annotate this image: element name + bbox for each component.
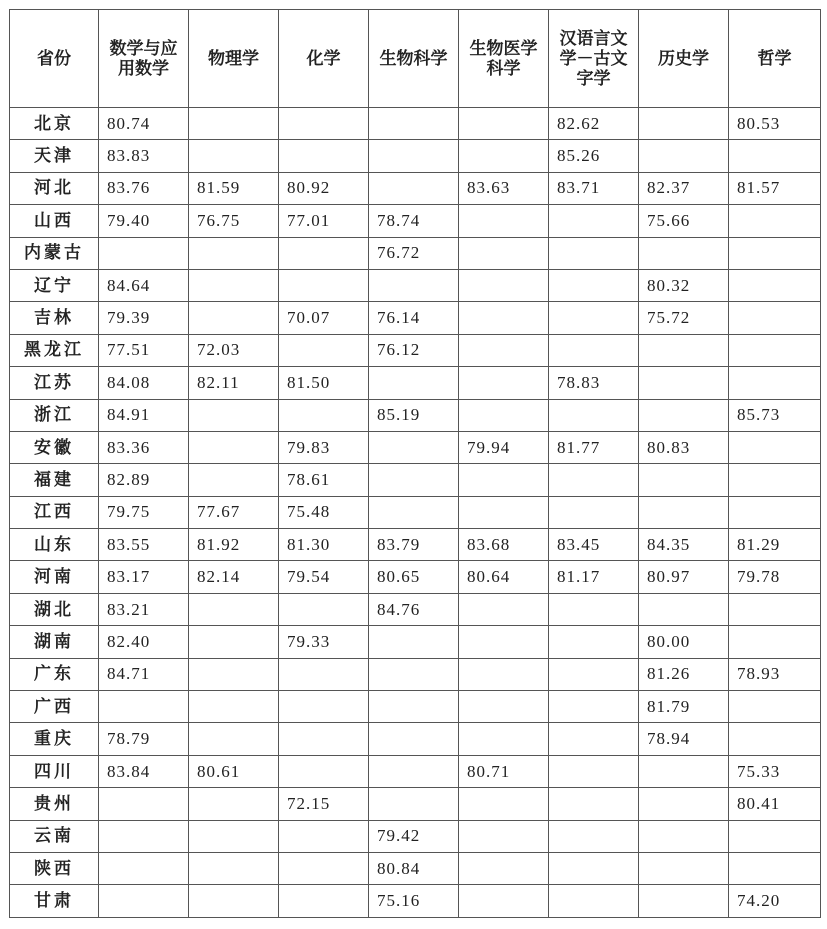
score-cell (729, 626, 821, 658)
score-cell (729, 431, 821, 463)
score-cell (729, 852, 821, 884)
score-cell (639, 367, 729, 399)
score-cell: 79.54 (279, 561, 369, 593)
score-cell: 82.11 (189, 367, 279, 399)
table-row (10, 140, 821, 172)
table-row (10, 334, 821, 366)
score-cell (99, 788, 189, 820)
score-cell: 81.50 (279, 367, 369, 399)
score-cell (549, 788, 639, 820)
score-cell: 80.41 (729, 788, 821, 820)
column-header-subject: 物理学 (189, 10, 279, 108)
score-cell (459, 205, 549, 237)
score-cell: 81.29 (729, 529, 821, 561)
score-cell (729, 237, 821, 269)
score-cell (189, 885, 279, 917)
score-cell (279, 755, 369, 787)
score-cell: 75.72 (639, 302, 729, 334)
header-row (10, 10, 821, 108)
score-cell (369, 269, 459, 301)
score-cell (549, 658, 639, 690)
province-cell: 浙江 (10, 399, 99, 431)
score-cell: 77.67 (189, 496, 279, 528)
score-cell: 80.71 (459, 755, 549, 787)
province-cell: 广东 (10, 658, 99, 690)
score-cell (189, 269, 279, 301)
column-header-subject: 历史学 (639, 10, 729, 108)
score-cell: 82.89 (99, 464, 189, 496)
province-cell: 山东 (10, 529, 99, 561)
score-cell: 81.59 (189, 172, 279, 204)
score-cell (189, 464, 279, 496)
score-cell: 72.15 (279, 788, 369, 820)
score-cell (369, 464, 459, 496)
score-cell (369, 367, 459, 399)
score-cell: 76.75 (189, 205, 279, 237)
table-row (10, 852, 821, 884)
score-cell: 83.79 (369, 529, 459, 561)
province-cell: 山西 (10, 205, 99, 237)
score-cell (459, 399, 549, 431)
table-row (10, 626, 821, 658)
score-cell: 75.66 (639, 205, 729, 237)
score-cell: 85.73 (729, 399, 821, 431)
table-row (10, 788, 821, 820)
score-cell: 83.83 (99, 140, 189, 172)
score-cell (279, 269, 369, 301)
score-cell (189, 140, 279, 172)
score-cell (639, 334, 729, 366)
score-cell: 83.84 (99, 755, 189, 787)
score-cell: 81.30 (279, 529, 369, 561)
score-cell: 72.03 (189, 334, 279, 366)
province-cell: 陕西 (10, 852, 99, 884)
score-cell: 84.91 (99, 399, 189, 431)
score-cell (639, 464, 729, 496)
score-cell (639, 140, 729, 172)
score-cell: 79.40 (99, 205, 189, 237)
column-header-subject: 生物科学 (369, 10, 459, 108)
score-cell (729, 334, 821, 366)
score-cell (639, 788, 729, 820)
score-cell: 80.83 (639, 431, 729, 463)
table-row (10, 529, 821, 561)
score-cell: 70.07 (279, 302, 369, 334)
score-cell (369, 626, 459, 658)
province-cell: 江苏 (10, 367, 99, 399)
score-cell (369, 108, 459, 140)
score-cell (459, 691, 549, 723)
score-cell (369, 172, 459, 204)
score-cell: 80.53 (729, 108, 821, 140)
score-cell (549, 723, 639, 755)
score-cell (729, 593, 821, 625)
score-cell: 80.32 (639, 269, 729, 301)
score-cell (99, 691, 189, 723)
score-cell (189, 399, 279, 431)
score-cell: 80.64 (459, 561, 549, 593)
table-row (10, 593, 821, 625)
score-cell: 80.97 (639, 561, 729, 593)
score-cell (459, 593, 549, 625)
score-cell (459, 334, 549, 366)
score-cell (459, 852, 549, 884)
score-cell: 78.83 (549, 367, 639, 399)
score-cell (279, 885, 369, 917)
score-cell (549, 755, 639, 787)
score-cell (189, 788, 279, 820)
table-row (10, 464, 821, 496)
table-row (10, 108, 821, 140)
province-cell: 云南 (10, 820, 99, 852)
table-row (10, 269, 821, 301)
province-cell: 辽宁 (10, 269, 99, 301)
score-cell (189, 852, 279, 884)
score-cell (369, 140, 459, 172)
score-cell (459, 108, 549, 140)
score-cell: 78.79 (99, 723, 189, 755)
score-cell: 79.39 (99, 302, 189, 334)
province-cell: 吉林 (10, 302, 99, 334)
score-cell (369, 723, 459, 755)
score-cell: 79.42 (369, 820, 459, 852)
score-cell (729, 302, 821, 334)
score-table (9, 9, 821, 918)
score-cell (369, 788, 459, 820)
score-cell: 82.37 (639, 172, 729, 204)
score-cell (549, 593, 639, 625)
table-row (10, 561, 821, 593)
score-cell (729, 205, 821, 237)
score-cell (639, 820, 729, 852)
score-cell (459, 464, 549, 496)
score-cell (729, 820, 821, 852)
score-cell: 78.93 (729, 658, 821, 690)
score-cell: 75.33 (729, 755, 821, 787)
score-cell: 82.40 (99, 626, 189, 658)
province-cell: 重庆 (10, 723, 99, 755)
province-cell: 江西 (10, 496, 99, 528)
province-cell: 北京 (10, 108, 99, 140)
province-cell: 安徽 (10, 431, 99, 463)
score-cell (459, 367, 549, 399)
score-cell: 83.17 (99, 561, 189, 593)
province-cell: 天津 (10, 140, 99, 172)
province-cell: 湖北 (10, 593, 99, 625)
table-row (10, 723, 821, 755)
score-cell (549, 496, 639, 528)
table-row (10, 691, 821, 723)
score-cell (369, 755, 459, 787)
province-cell: 河南 (10, 561, 99, 593)
column-header-subject: 生物医学科学 (459, 10, 549, 108)
score-cell (189, 626, 279, 658)
province-cell: 黑龙江 (10, 334, 99, 366)
score-cell (369, 658, 459, 690)
table-row (10, 885, 821, 917)
score-cell: 81.17 (549, 561, 639, 593)
score-cell (549, 464, 639, 496)
score-cell (729, 691, 821, 723)
score-cell: 77.51 (99, 334, 189, 366)
score-cell: 80.65 (369, 561, 459, 593)
score-cell: 81.79 (639, 691, 729, 723)
score-cell: 85.19 (369, 399, 459, 431)
score-cell: 78.94 (639, 723, 729, 755)
score-cell (639, 852, 729, 884)
table-row (10, 205, 821, 237)
score-cell (279, 334, 369, 366)
score-cell (639, 496, 729, 528)
score-cell (549, 885, 639, 917)
score-cell: 81.57 (729, 172, 821, 204)
score-cell (459, 626, 549, 658)
score-cell (639, 593, 729, 625)
score-cell: 83.45 (549, 529, 639, 561)
score-cell: 83.68 (459, 529, 549, 561)
score-cell (279, 820, 369, 852)
table-row (10, 496, 821, 528)
score-cell (279, 237, 369, 269)
score-cell: 84.71 (99, 658, 189, 690)
score-cell: 78.74 (369, 205, 459, 237)
score-cell (549, 334, 639, 366)
table-row (10, 302, 821, 334)
table-row (10, 237, 821, 269)
score-cell (99, 885, 189, 917)
province-cell: 内蒙古 (10, 237, 99, 269)
score-cell (639, 755, 729, 787)
score-cell (279, 658, 369, 690)
score-cell (459, 658, 549, 690)
score-cell: 84.08 (99, 367, 189, 399)
score-cell: 82.62 (549, 108, 639, 140)
score-cell: 78.61 (279, 464, 369, 496)
score-cell: 79.94 (459, 431, 549, 463)
score-cell: 79.33 (279, 626, 369, 658)
score-cell: 83.55 (99, 529, 189, 561)
score-cell (549, 302, 639, 334)
score-cell: 83.71 (549, 172, 639, 204)
score-cell: 80.00 (639, 626, 729, 658)
score-cell (189, 723, 279, 755)
score-cell (279, 399, 369, 431)
score-cell (549, 691, 639, 723)
score-cell (279, 691, 369, 723)
score-cell: 75.48 (279, 496, 369, 528)
score-cell (459, 723, 549, 755)
score-cell (189, 593, 279, 625)
score-cell (549, 820, 639, 852)
score-cell (729, 269, 821, 301)
score-cell: 83.63 (459, 172, 549, 204)
score-cell: 82.14 (189, 561, 279, 593)
province-cell: 湖南 (10, 626, 99, 658)
table-row (10, 172, 821, 204)
score-cell: 83.36 (99, 431, 189, 463)
score-cell (189, 820, 279, 852)
score-cell: 83.76 (99, 172, 189, 204)
score-cell (459, 140, 549, 172)
score-cell: 80.74 (99, 108, 189, 140)
score-cell (99, 820, 189, 852)
score-cell (459, 496, 549, 528)
score-cell (729, 367, 821, 399)
score-cell (549, 399, 639, 431)
score-cell (459, 788, 549, 820)
score-cell: 81.26 (639, 658, 729, 690)
score-cell (729, 496, 821, 528)
score-cell (549, 237, 639, 269)
score-cell: 84.76 (369, 593, 459, 625)
score-cell: 81.77 (549, 431, 639, 463)
table-row (10, 658, 821, 690)
province-cell: 广西 (10, 691, 99, 723)
score-cell: 79.78 (729, 561, 821, 593)
score-cell (549, 205, 639, 237)
score-cell: 80.61 (189, 755, 279, 787)
score-cell: 76.72 (369, 237, 459, 269)
table-row (10, 367, 821, 399)
table-row (10, 431, 821, 463)
score-cell (729, 723, 821, 755)
score-cell: 79.83 (279, 431, 369, 463)
table-row (10, 399, 821, 431)
score-cell (189, 302, 279, 334)
score-cell: 77.01 (279, 205, 369, 237)
score-cell (99, 237, 189, 269)
score-cell: 84.35 (639, 529, 729, 561)
province-cell: 贵州 (10, 788, 99, 820)
table-row (10, 820, 821, 852)
score-cell (279, 108, 369, 140)
score-cell (459, 820, 549, 852)
score-cell: 74.20 (729, 885, 821, 917)
score-cell: 84.64 (99, 269, 189, 301)
score-cell (99, 852, 189, 884)
score-cell: 80.84 (369, 852, 459, 884)
score-cell (459, 885, 549, 917)
score-cell (549, 852, 639, 884)
score-cell (459, 302, 549, 334)
column-header-subject: 汉语言文学－古文字学 (549, 10, 639, 108)
score-cell (639, 399, 729, 431)
column-header-subject: 化学 (279, 10, 369, 108)
table-header (10, 10, 821, 108)
score-cell: 83.21 (99, 593, 189, 625)
score-cell: 75.16 (369, 885, 459, 917)
score-cell (369, 496, 459, 528)
score-cell (549, 269, 639, 301)
score-cell (729, 464, 821, 496)
column-header-province: 省份 (10, 10, 99, 108)
score-cell (189, 658, 279, 690)
score-cell: 79.75 (99, 496, 189, 528)
score-cell (459, 269, 549, 301)
score-cell: 81.92 (189, 529, 279, 561)
score-cell (369, 691, 459, 723)
score-cell (279, 852, 369, 884)
score-cell (639, 108, 729, 140)
score-cell: 76.14 (369, 302, 459, 334)
score-cell (549, 626, 639, 658)
score-cell (729, 140, 821, 172)
column-header-subject: 哲学 (729, 10, 821, 108)
score-cell (639, 237, 729, 269)
score-cell (189, 237, 279, 269)
score-cell (639, 885, 729, 917)
score-cell: 76.12 (369, 334, 459, 366)
score-cell: 85.26 (549, 140, 639, 172)
province-cell: 福建 (10, 464, 99, 496)
score-cell (279, 593, 369, 625)
score-cell (279, 140, 369, 172)
score-cell (189, 431, 279, 463)
province-cell: 四川 (10, 755, 99, 787)
province-cell: 甘肃 (10, 885, 99, 917)
province-cell: 河北 (10, 172, 99, 204)
score-cell (459, 237, 549, 269)
score-cell: 80.92 (279, 172, 369, 204)
score-cell (189, 691, 279, 723)
score-cell (279, 723, 369, 755)
table-row (10, 755, 821, 787)
score-cell (369, 431, 459, 463)
score-cell (189, 108, 279, 140)
table-body (10, 108, 821, 918)
column-header-subject: 数学与应用数学 (99, 10, 189, 108)
